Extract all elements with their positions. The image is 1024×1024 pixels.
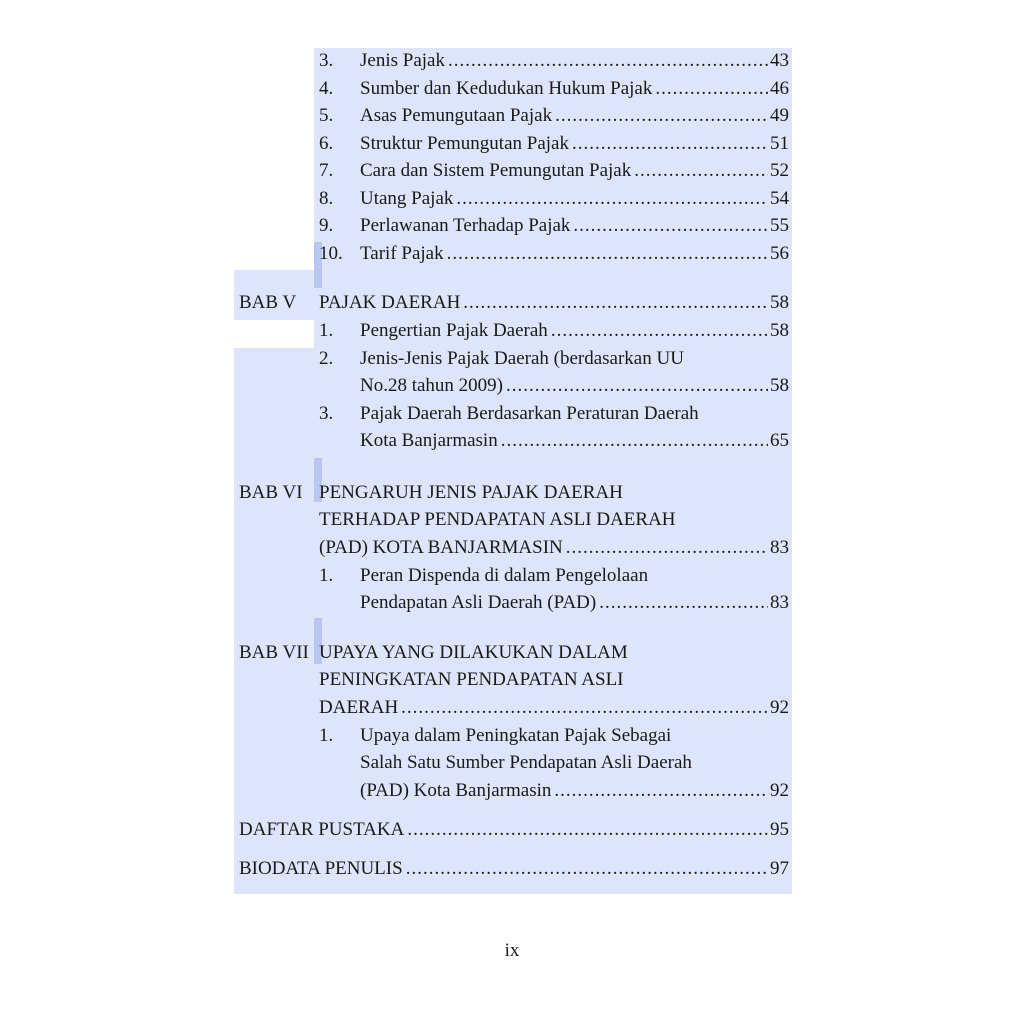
leader-dots [572,131,768,157]
entry-page: 65 [770,430,789,451]
item-number: 7. [319,160,334,181]
toc-entry-line[interactable] [319,480,789,506]
chapter-label: BAB VII [239,642,309,663]
item-number: 1. [319,565,334,586]
entry-page: 54 [770,188,789,209]
entry-title: Utang Pajak [360,188,454,209]
entry-page: 83 [770,592,789,613]
entry-title: Peran Dispenda di dalam Pengelolaan [360,565,649,586]
leader-dots [599,590,768,616]
item-number: 2. [319,348,334,369]
entry-page: 55 [770,215,789,236]
leader-dots [573,213,768,239]
entry-title: Upaya dalam Peningkatan Pajak Sebagai [360,725,672,746]
toc-entry[interactable] [360,428,789,454]
chapter-label: BAB VI [239,482,303,503]
entry-title: Jenis Pajak [360,50,445,71]
chapter-label: BAB V [239,292,297,313]
toc-entry-chapter[interactable] [319,695,789,721]
toc-entry[interactable] [360,103,789,129]
leader-dots [406,856,768,882]
entry-page: 58 [770,375,789,396]
entry-title: BIODATA PENULIS [239,858,403,879]
toc-entry[interactable] [360,213,789,239]
leader-dots [551,318,768,344]
entry-title: DAERAH [319,697,399,718]
item-number: 5. [319,105,334,126]
toc-entry[interactable] [360,590,789,616]
entry-title: No.28 tahun 2009) [360,375,504,396]
item-number: 1. [319,725,334,746]
toc-entry-line[interactable] [319,640,789,666]
entry-page: 92 [770,697,789,718]
leader-dots [655,76,768,102]
entry-title: PAJAK DAERAH [319,292,461,313]
entry-title: Sumber dan Kedudukan Hukum Pajak [360,78,653,99]
entry-page: 43 [770,50,789,71]
toc-entry-biodata[interactable] [239,856,789,882]
entry-title: Struktur Pemungutan Pajak [360,133,569,154]
toc-entry-line[interactable] [360,723,789,749]
entry-page: 92 [770,780,789,801]
entry-page: 95 [770,819,789,840]
leader-dots [463,290,768,316]
toc-entry-line[interactable] [319,667,789,693]
toc-entry[interactable] [360,131,789,157]
entry-title: UPAYA YANG DILAKUKAN DALAM [319,642,628,663]
entry-title: Asas Pemungutaan Pajak [360,105,553,126]
entry-title: DAFTAR PUSTAKA [239,819,405,840]
entry-title: Salah Satu Sumber Pendapatan Asli Daerah [360,752,692,773]
toc-entry-line[interactable] [360,750,789,776]
toc-entry-line[interactable] [360,401,789,427]
entry-page: 83 [770,537,789,558]
leader-dots [554,778,768,804]
item-number: 6. [319,133,334,154]
toc-entry[interactable] [360,373,789,399]
entry-page: 58 [770,292,789,313]
leader-dots [555,103,768,129]
entry-title: Pajak Daerah Berdasarkan Peraturan Daerah [360,403,699,424]
entry-page: 51 [770,133,789,154]
toc-entry-line[interactable] [360,346,789,372]
toc-entry[interactable] [360,241,789,267]
leader-dots [447,241,768,267]
entry-title: PENGARUH JENIS PAJAK DAERAH [319,482,623,503]
entry-title: Cara dan Sistem Pemungutan Pajak [360,160,632,181]
toc-entry-line[interactable] [319,507,789,533]
page-number: ix [504,940,520,961]
item-number: 1. [319,320,334,341]
leader-dots [634,158,768,184]
toc-entry-chapter[interactable] [319,535,789,561]
toc-entry[interactable] [360,158,789,184]
entry-page: 58 [770,320,789,341]
leader-dots [407,817,768,843]
item-number: 4. [319,78,334,99]
entry-title: Perlawanan Terhadap Pajak [360,215,571,236]
toc-entry[interactable] [360,778,789,804]
entry-page: 46 [770,78,789,99]
entry-title: (PAD) KOTA BANJARMASIN [319,537,563,558]
entry-title: (PAD) Kota Banjarmasin [360,780,552,801]
entry-title: Jenis-Jenis Pajak Daerah (berdasarkan UU [360,348,684,369]
entry-title: Tarif Pajak [360,243,444,264]
entry-title: PENINGKATAN PENDAPATAN ASLI [319,669,624,690]
leader-dots [448,48,768,74]
entry-page: 49 [770,105,789,126]
item-number: 10. [319,243,343,264]
entry-title: Kota Banjarmasin [360,430,498,451]
toc-entry[interactable] [360,76,789,102]
leader-dots [401,695,768,721]
entry-page: 97 [770,858,789,879]
entry-title: TERHADAP PENDAPATAN ASLI DAERAH [319,509,676,530]
entry-title: Pendapatan Asli Daerah (PAD) [360,592,597,613]
toc-entry[interactable] [360,318,789,344]
entry-page: 56 [770,243,789,264]
entry-title: Pengertian Pajak Daerah [360,320,548,341]
toc-entry-line[interactable] [360,563,789,589]
leader-dots [501,428,768,454]
leader-dots [566,535,768,561]
item-number: 3. [319,50,334,71]
item-number: 9. [319,215,334,236]
toc-entry[interactable] [360,48,789,74]
item-number: 3. [319,403,334,424]
toc-entry[interactable] [360,186,789,212]
leader-dots [456,186,768,212]
entry-page: 52 [770,160,789,181]
item-number: 8. [319,188,334,209]
leader-dots [506,373,768,399]
toc-entry-chapter[interactable] [319,290,789,316]
toc-entry-daftar-pustaka[interactable] [239,817,789,843]
